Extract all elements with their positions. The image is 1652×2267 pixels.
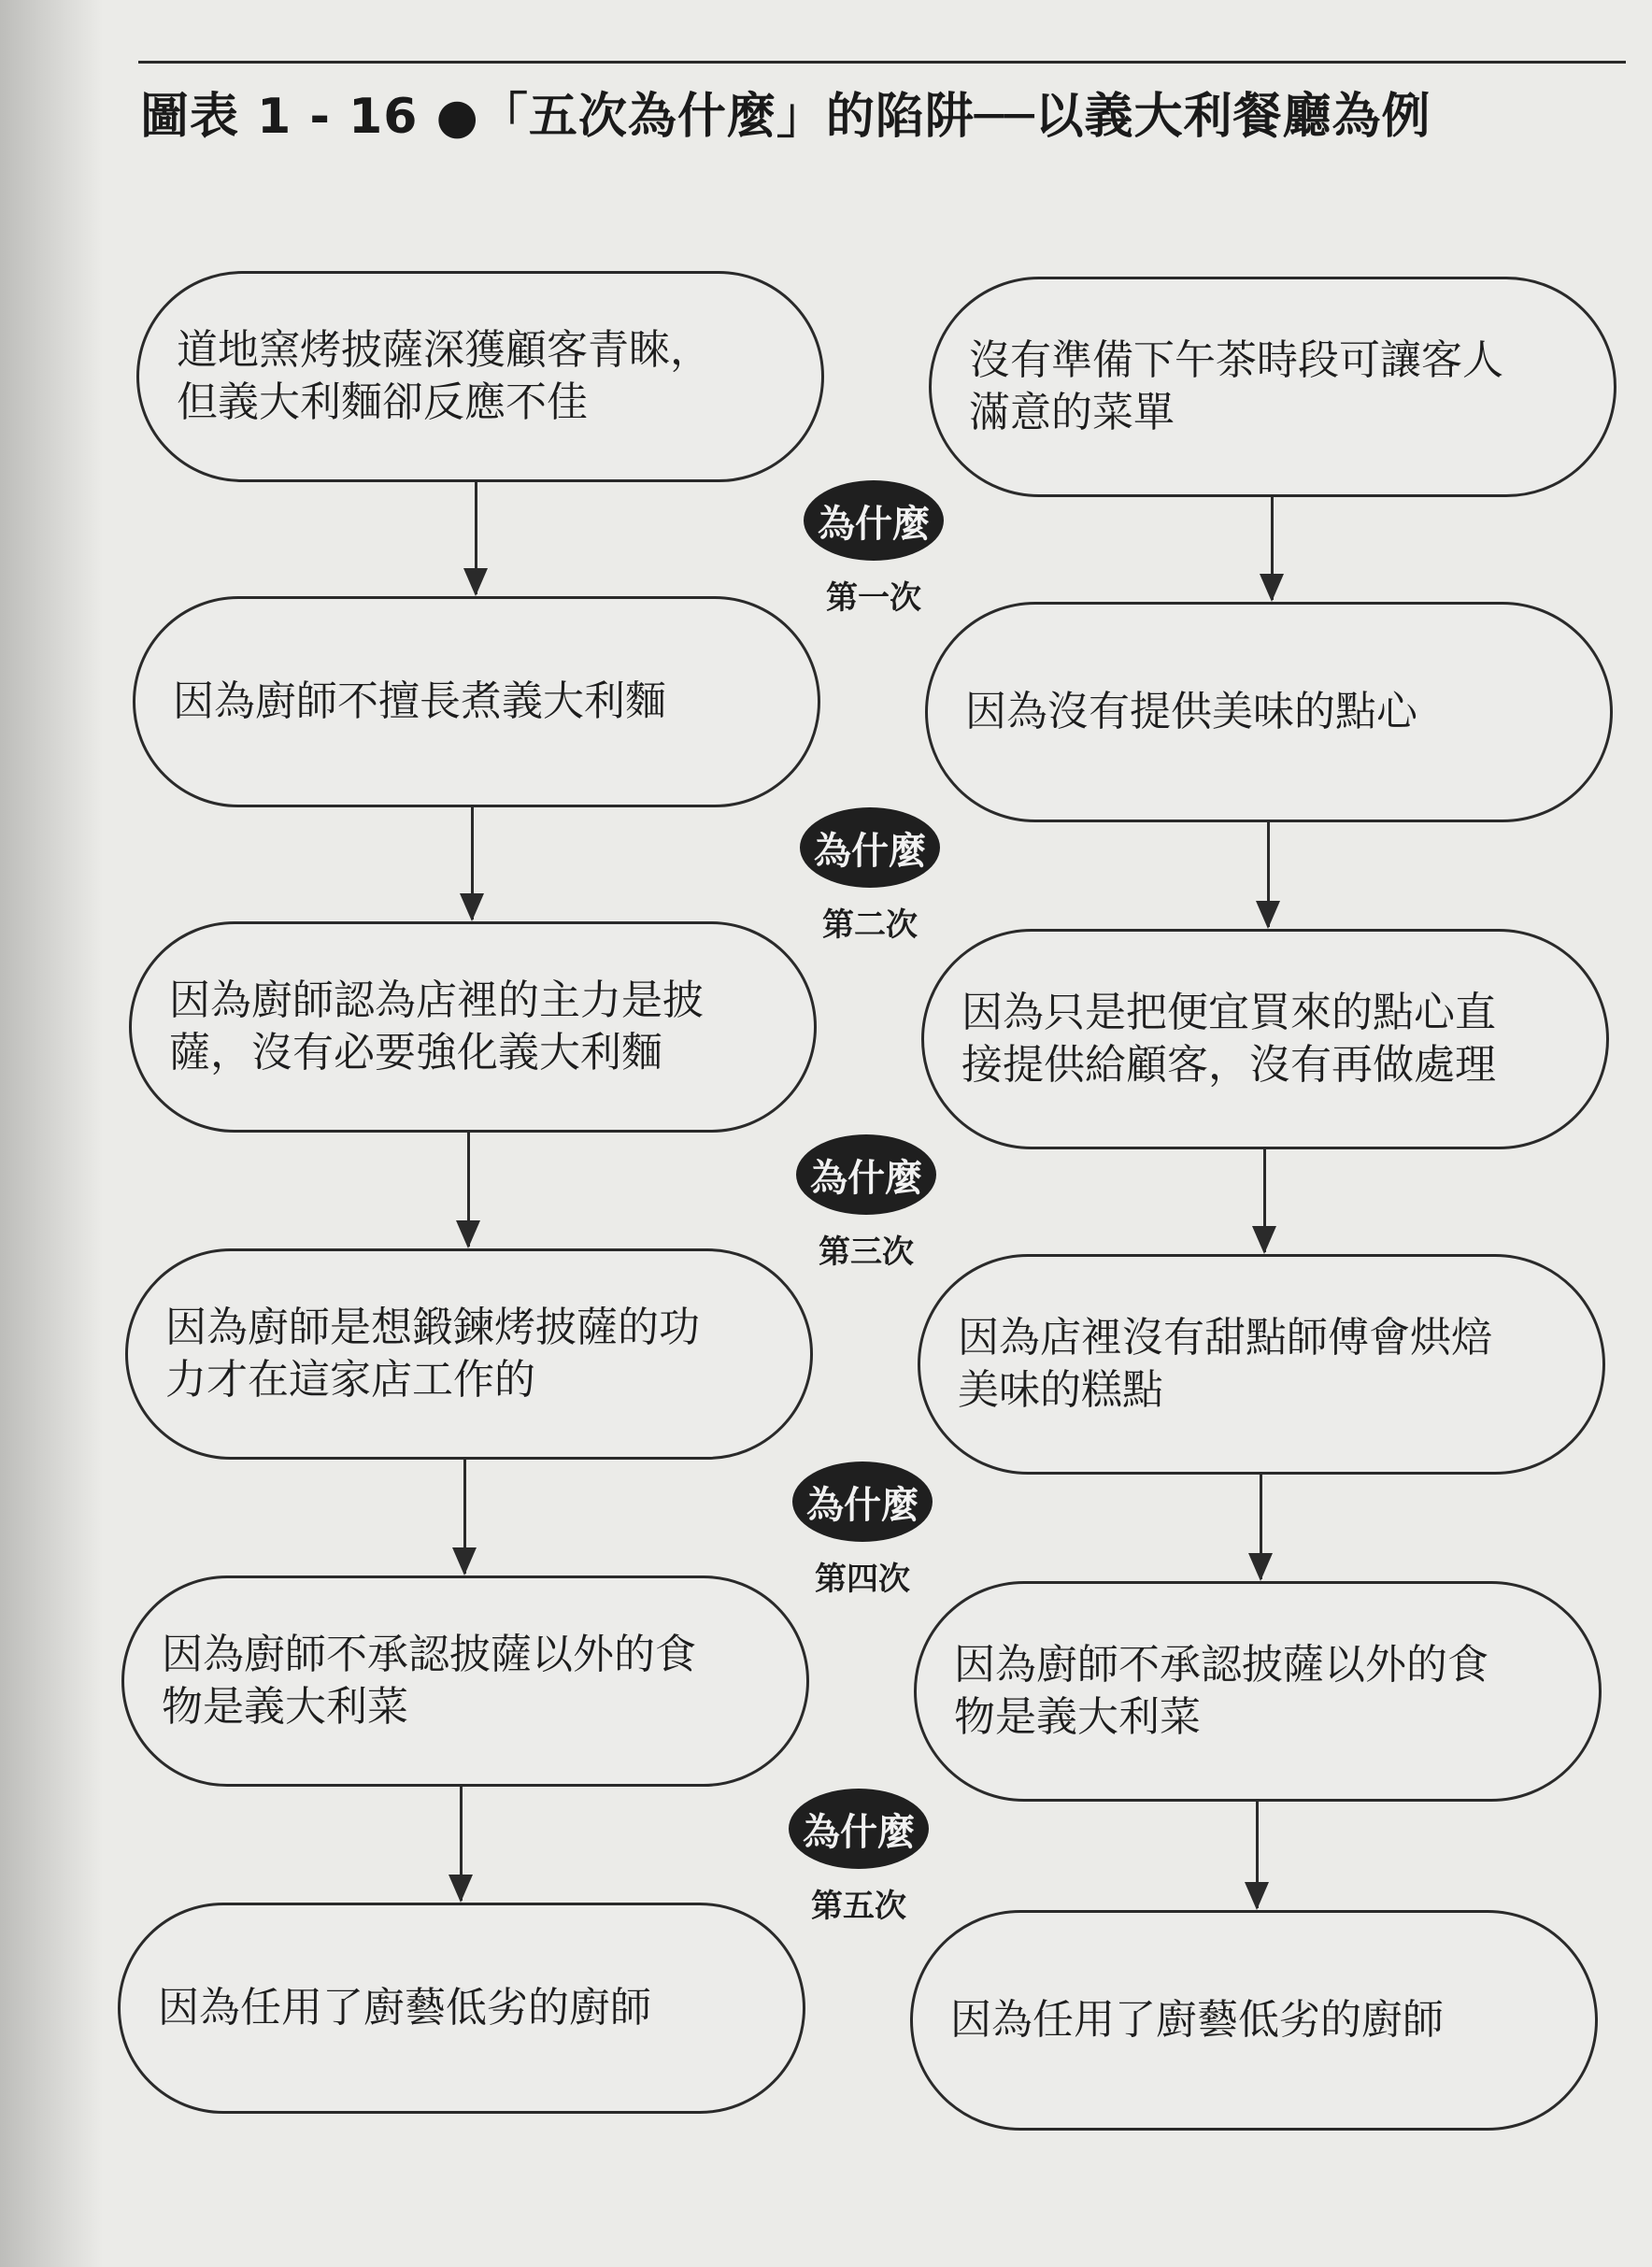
figure-title: 圖表 1 - 16 ●「五次為什麼」的陷阱──以義大利餐廳為例	[140, 89, 1431, 145]
left-arrow-5	[460, 1787, 463, 1901]
left-box-3: 因為廚師認為店裡的主力是披 薩，沒有必要強化義大利麵	[129, 921, 817, 1133]
left-box-1: 道地窯烤披薩深獲顧客青睞， 但義大利麵卻反應不佳	[136, 271, 824, 482]
left-arrow-4	[463, 1460, 466, 1574]
title-rule	[138, 61, 1626, 64]
right-box-5: 因為廚師不承認披薩以外的食 物是義大利菜	[914, 1581, 1602, 1802]
right-arrow-4	[1260, 1475, 1262, 1579]
left-arrow-3	[467, 1133, 470, 1247]
right-arrow-3	[1263, 1149, 1266, 1252]
step-label-4: 第四次	[815, 1561, 910, 1598]
left-arrow-2	[471, 807, 474, 920]
why-pill-2: 為什麼	[800, 807, 940, 888]
left-arrow-1	[475, 482, 477, 594]
why-pill-5: 為什麼	[789, 1789, 929, 1869]
step-label-2: 第二次	[822, 906, 918, 944]
right-box-3: 因為只是把便宜買來的點心直 接提供給顧客，沒有再做處理	[921, 929, 1609, 1149]
left-box-2: 因為廚師不擅長煮義大利麵	[133, 596, 820, 807]
left-box-4: 因為廚師是想鍛鍊烤披薩的功 力才在這家店工作的	[125, 1248, 813, 1460]
left-box-5: 因為廚師不承認披薩以外的食 物是義大利菜	[121, 1575, 809, 1787]
right-box-2: 因為沒有提供美味的點心	[925, 602, 1613, 822]
step-label-5: 第五次	[811, 1888, 906, 1925]
why-pill-4: 為什麼	[792, 1461, 933, 1542]
why-pill-1: 為什麼	[804, 480, 944, 561]
step-label-1: 第一次	[826, 579, 921, 617]
step-label-3: 第三次	[819, 1233, 914, 1271]
right-box-1: 沒有準備下午茶時段可讓客人 滿意的菜單	[929, 277, 1616, 497]
right-box-6: 因為任用了廚藝低劣的廚師	[910, 1910, 1598, 2131]
right-arrow-2	[1267, 822, 1270, 927]
right-arrow-1	[1271, 497, 1274, 600]
left-box-6: 因為任用了廚藝低劣的廚師	[118, 1903, 805, 2114]
page-gutter-shadow	[0, 0, 103, 2267]
right-arrow-5	[1256, 1802, 1259, 1908]
why-pill-3: 為什麼	[796, 1134, 936, 1215]
right-box-4: 因為店裡沒有甜點師傅會烘焙 美味的糕點	[918, 1254, 1605, 1475]
